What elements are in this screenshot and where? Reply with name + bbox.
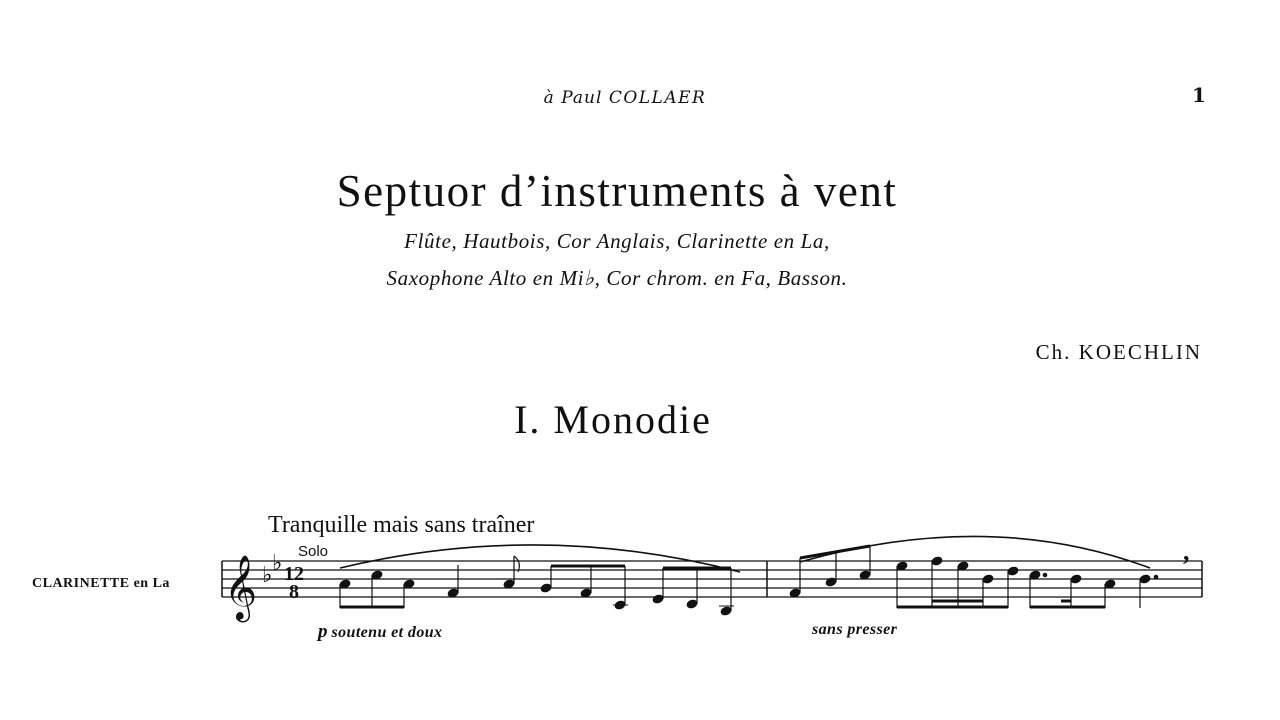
slur bbox=[800, 536, 1150, 568]
page-number: 1 bbox=[1192, 83, 1206, 107]
dedication-prefix: à Paul bbox=[543, 88, 603, 108]
expression-sans-presser: sans presser bbox=[812, 621, 898, 638]
instrumentation-line-1: Flûte, Hautbois, Cor Anglais, Clarinette en La, bbox=[404, 229, 830, 253]
staff-lines bbox=[222, 561, 1202, 597]
flat-icon: ♭ bbox=[272, 551, 283, 576]
time-signature-top: 12 bbox=[284, 563, 304, 585]
expression-text: soutenu et doux bbox=[331, 624, 443, 641]
time-signature-bottom: 8 bbox=[289, 581, 299, 603]
measure-1-notes bbox=[339, 556, 734, 616]
dynamic-p: p bbox=[318, 621, 328, 642]
instrument-label: CLARINETTE en La bbox=[32, 576, 170, 591]
flat-icon: ♭ bbox=[262, 563, 273, 588]
dedication-name: COLLAER bbox=[608, 88, 707, 108]
movement-title: I. Monodie bbox=[514, 397, 712, 442]
treble-clef-icon: 𝄞 bbox=[224, 555, 258, 620]
measure-2-notes bbox=[789, 546, 1158, 608]
breath-mark-icon: , bbox=[1183, 537, 1190, 566]
tempo-marking: Tranquille mais sans traîner bbox=[268, 512, 535, 538]
solo-marking: Solo bbox=[298, 543, 329, 560]
composer: Ch. KOECHLIN bbox=[1035, 340, 1202, 364]
piece-title: Septuor d’instruments à vent bbox=[336, 166, 898, 216]
instrumentation-line-2: Saxophone Alto en Mi♭, Cor chrom. en Fa, Basson. bbox=[386, 266, 848, 290]
